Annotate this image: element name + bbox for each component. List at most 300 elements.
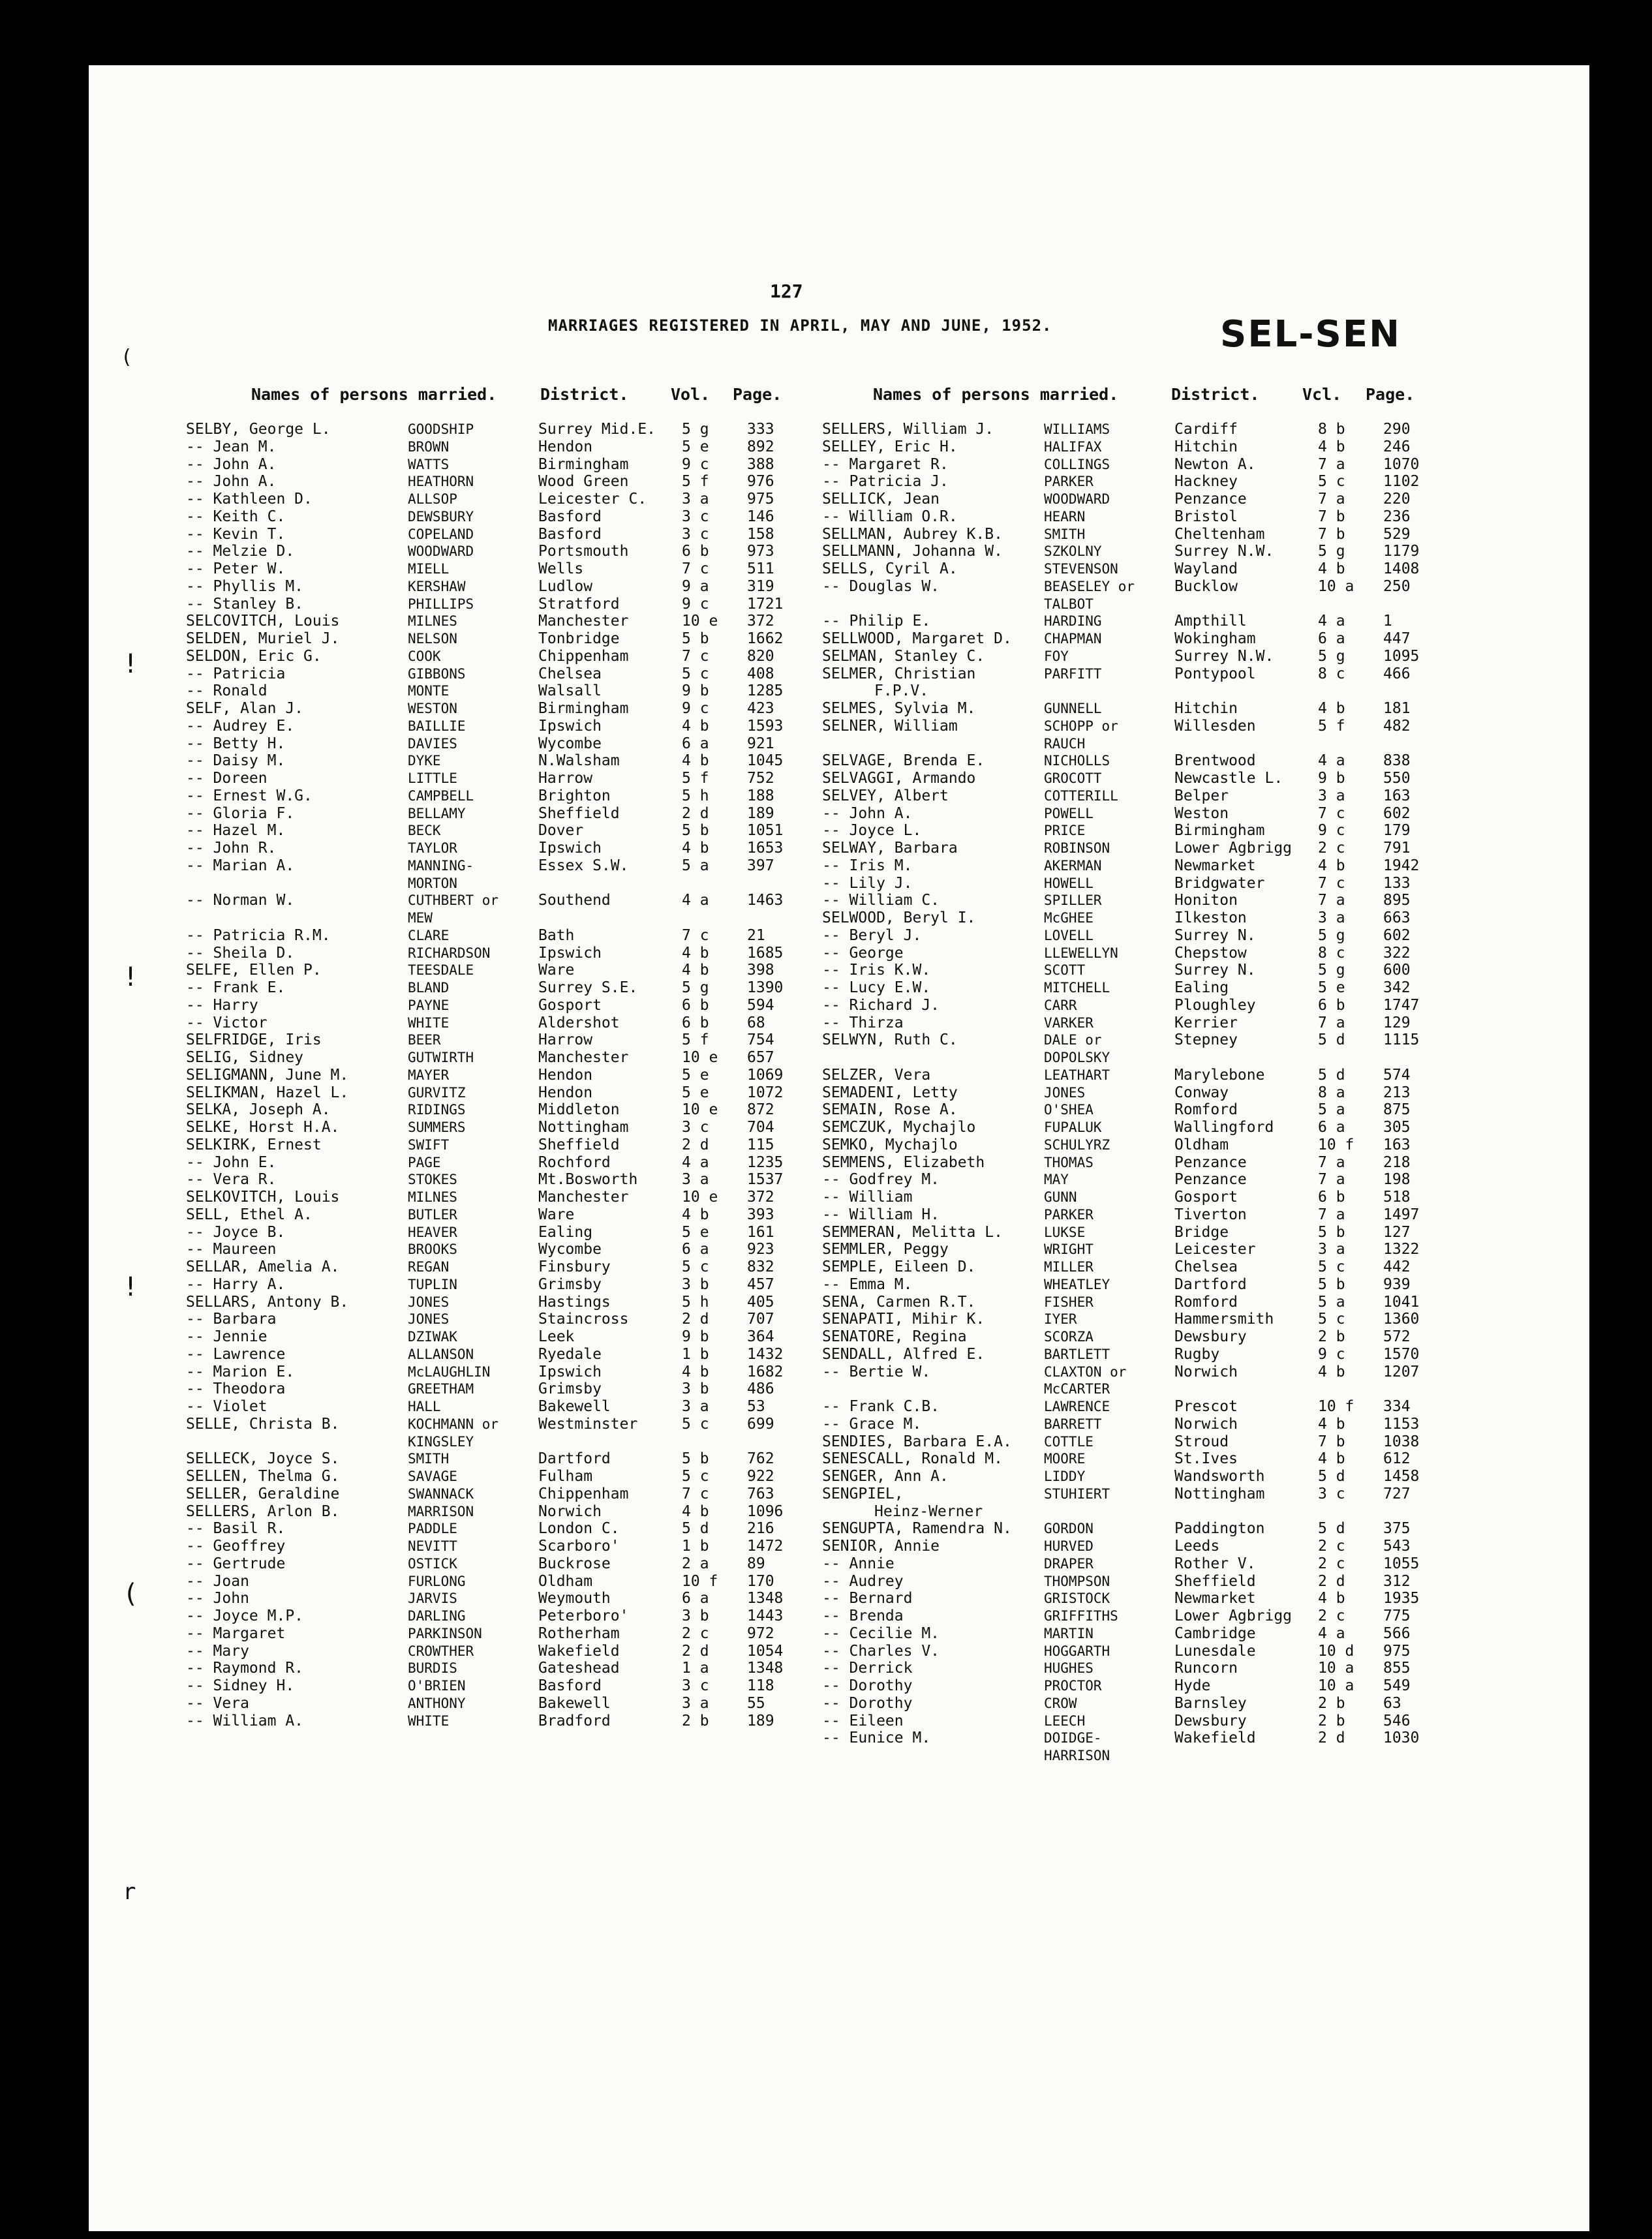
entry-district: Manchester [538, 1189, 629, 1206]
register-entry [822, 1084, 1540, 1102]
entry-spouse-surname: SUMMERS [408, 1120, 466, 1135]
register-entry [186, 526, 904, 543]
entry-name: SEMMLER, Peggy [822, 1241, 949, 1258]
entry-district: Wycombe [538, 1241, 602, 1258]
entry-spouse-surname: ALLANSON [408, 1346, 474, 1362]
entry-district: Mt.Bosworth [538, 1171, 638, 1189]
entry-page: 975 [747, 491, 774, 508]
entry-page: 1390 [747, 979, 784, 996]
entry-page: 707 [747, 1311, 774, 1328]
entry-volume: 5 c [682, 1468, 709, 1485]
entry-page: 972 [747, 1624, 774, 1642]
entry-page: 181 [1383, 700, 1411, 717]
entry-volume: 9 c [682, 455, 709, 473]
entry-spouse-surname: HALIFAX [1044, 438, 1102, 455]
entry-spouse-surname: FOY [1044, 648, 1069, 664]
entry-page: 855 [1383, 1660, 1411, 1677]
right-header-vol: Vcl. [1302, 385, 1342, 404]
entry-name: -- Gloria F. [186, 804, 295, 822]
entry-district: Chelsea [1174, 1258, 1238, 1275]
register-entry [822, 1503, 1540, 1521]
entry-name: SELLMANN, Johanna W. [822, 543, 1003, 560]
entry-name: -- Beryl J. [822, 926, 922, 944]
register-entry [186, 1416, 904, 1433]
page-number: 127 [770, 281, 803, 302]
entry-spouse-surname: DOPOLSKY [1044, 1050, 1110, 1065]
entry-district: Leicester C. [538, 491, 647, 508]
entry-name: -- Lily J. [822, 874, 913, 892]
entry-name: SELLERS, William J. [822, 421, 994, 438]
register-entry [186, 1171, 904, 1189]
entry-spouse-surname: MITCHELL [1044, 980, 1110, 996]
entry-district: Basford [538, 1677, 602, 1694]
entry-district: Bakewell [538, 1694, 611, 1712]
entry-name: -- Ernest W.G. [186, 787, 313, 804]
entry-district: Wayland [1174, 560, 1238, 577]
entry-district: Wokingham [1174, 630, 1256, 647]
entry-name: -- Lawrence [186, 1345, 286, 1363]
left-entries-column [186, 421, 904, 1729]
entry-volume: 5 h [682, 1293, 709, 1311]
entry-district: Penzance [1174, 1171, 1247, 1189]
entry-volume: 2 d [682, 804, 709, 822]
register-entry [186, 1346, 904, 1363]
entry-volume: 5 g [1318, 543, 1345, 560]
entry-page: 1095 [1383, 647, 1420, 665]
entry-name: SELLE, Christa B. [186, 1415, 340, 1433]
register-entry [186, 682, 904, 700]
entry-page: 602 [1383, 926, 1411, 944]
entry-district: Sheffield [1174, 1572, 1256, 1590]
entry-name: SELLS, Cyril A. [822, 560, 958, 577]
entry-name: SENGPIEL, [822, 1485, 904, 1502]
entry-spouse-surname: PHILLIPS [408, 596, 474, 612]
register-entry [822, 1380, 1540, 1398]
register-entry [822, 578, 1540, 596]
register-entry [186, 491, 904, 508]
entry-volume: 10 e [682, 1189, 718, 1206]
entry-volume: 5 d [1318, 1066, 1345, 1084]
entry-district: Sheffield [538, 1136, 620, 1153]
register-entry [186, 1311, 904, 1328]
entry-page: 250 [1383, 577, 1411, 595]
entry-spouse-surname: THOMAS [1044, 1154, 1094, 1170]
entry-name: SEMADENI, Letty [822, 1084, 958, 1101]
entry-page: 457 [747, 1275, 774, 1293]
entry-spouse-surname: GIBBONS [408, 665, 466, 682]
entry-spouse-surname: SMITH [408, 1451, 450, 1467]
register-entry [822, 526, 1540, 543]
entry-district: Ware [538, 962, 575, 979]
register-entry [186, 1276, 904, 1294]
register-entry [186, 1206, 904, 1224]
register-entry [822, 945, 1540, 962]
entry-district: Barnsley [1174, 1694, 1247, 1712]
entry-volume: 3 a [682, 491, 709, 508]
entry-district: Buckrose [538, 1555, 611, 1572]
register-entry [822, 456, 1540, 474]
right-header-page: Page. [1366, 385, 1415, 404]
entry-page: 600 [1383, 962, 1411, 979]
entry-volume: 9 b [682, 682, 709, 700]
margin-mark: ( [123, 1579, 139, 1609]
register-entry [186, 508, 904, 526]
entry-spouse-surname: LITTLE [408, 770, 457, 786]
entry-page: 1348 [747, 1660, 784, 1677]
entry-page: 53 [747, 1398, 765, 1415]
entry-name: SELBY, George L. [186, 421, 331, 438]
entry-spouse-surname: GREETHAM [408, 1381, 474, 1397]
entry-name: -- Joan [186, 1572, 249, 1590]
entry-volume: 6 b [682, 996, 709, 1014]
entry-volume: 2 b [1318, 1712, 1345, 1729]
entry-volume: 7 a [1318, 892, 1345, 909]
entry-page: 939 [1383, 1275, 1411, 1293]
entry-name: -- Jean M. [186, 438, 277, 455]
entry-name: -- Daisy M. [186, 752, 286, 770]
entry-name: -- Cecilie M. [822, 1624, 940, 1642]
entry-volume: 5 g [682, 421, 709, 438]
register-entry [822, 787, 1540, 805]
entry-district: Ipswich [538, 840, 602, 857]
entry-name: SELWAY, Barbara [822, 840, 958, 857]
entry-district: Marylebone [1174, 1066, 1265, 1084]
entry-volume: 7 a [1318, 1153, 1345, 1171]
entry-volume: 2 c [1318, 1538, 1345, 1555]
entry-page: 566 [1383, 1624, 1411, 1642]
entry-name: -- Philip E. [822, 613, 931, 630]
register-entry [186, 875, 904, 892]
entry-volume: 8 c [1318, 944, 1345, 962]
entry-volume: 8 c [1318, 665, 1345, 682]
entry-volume: 3 b [682, 1380, 709, 1398]
entry-district: Ealing [538, 1223, 593, 1241]
entry-district: Chippenham [538, 1485, 629, 1502]
entry-volume: 4 b [682, 944, 709, 962]
entry-page: 405 [747, 1293, 774, 1311]
entry-name: -- Audrey E. [186, 717, 295, 735]
entry-spouse-surname: DALE or [1044, 1032, 1102, 1048]
entry-page: 895 [1383, 892, 1411, 909]
register-entry [822, 770, 1540, 787]
entry-spouse-surname: SMITH [1044, 526, 1086, 542]
entry-page: 1942 [1383, 857, 1420, 874]
register-entry [822, 543, 1540, 560]
entry-spouse-surname: HEAVER [408, 1224, 457, 1240]
entry-volume: 3 a [682, 1171, 709, 1189]
entry-spouse-surname: ANTHONY [408, 1695, 466, 1711]
entry-page: 55 [747, 1694, 765, 1712]
entry-page: 892 [747, 438, 774, 455]
entry-spouse-surname: MORTON [408, 875, 457, 891]
entry-volume: 8 b [1318, 421, 1345, 438]
entry-spouse-surname: DEWSBURY [408, 508, 474, 525]
entry-spouse-surname: SWANNACK [408, 1485, 474, 1502]
entry-spouse-surname: DYKE [408, 753, 441, 769]
entry-volume: 6 a [682, 735, 709, 752]
register-entry [186, 1189, 904, 1206]
entry-name: SELVEY, Albert [822, 787, 949, 804]
entry-name: SEMAIN, Rose A. [822, 1101, 958, 1119]
left-header-page: Page. [733, 385, 782, 404]
entry-spouse-surname: HUGHES [1044, 1660, 1094, 1677]
register-entry [822, 752, 1540, 770]
register-entry [822, 1014, 1540, 1032]
entry-volume: 2 d [682, 1642, 709, 1660]
entry-name: SENA, Carmen R.T. [822, 1293, 976, 1311]
register-entry [822, 1520, 1540, 1538]
entry-page: 1153 [1383, 1415, 1420, 1433]
entry-name: -- Margaret R. [822, 455, 949, 473]
entry-spouse-surname: TAYLOR [408, 840, 457, 856]
entry-page: 546 [1383, 1712, 1411, 1729]
register-entry [186, 1538, 904, 1555]
entry-spouse-surname: SCHOPP or [1044, 718, 1118, 734]
entry-name: -- Brenda [822, 1607, 904, 1624]
entry-spouse-surname: LUKSE [1044, 1224, 1086, 1240]
entry-page: 1685 [747, 944, 784, 962]
entry-volume: 7 c [682, 560, 709, 577]
entry-district: Birmingham [538, 700, 629, 717]
entry-volume: 5 d [1318, 1031, 1345, 1049]
entry-spouse-surname: STEVENSON [1044, 561, 1118, 577]
entry-district: Hendon [538, 438, 593, 455]
register-entry [186, 1014, 904, 1032]
entry-volume: 3 c [1318, 1485, 1345, 1502]
register-entry [186, 770, 904, 787]
entry-district: Walsall [538, 682, 602, 700]
register-entry [822, 613, 1540, 630]
entry-volume: 4 b [1318, 700, 1345, 717]
entry-volume: 5 c [682, 1258, 709, 1275]
entry-district: Cheltenham [1174, 525, 1265, 543]
entry-page: 158 [747, 525, 774, 543]
entry-page: 975 [1383, 1642, 1411, 1660]
register-entry [822, 1311, 1540, 1328]
entry-name: -- Eileen [822, 1712, 904, 1729]
entry-name: -- Dorothy [822, 1677, 913, 1694]
entry-volume: 5 e [682, 1066, 709, 1084]
entry-spouse-surname: TUPLIN [408, 1276, 457, 1292]
entry-page: 1935 [1383, 1590, 1420, 1607]
entry-volume: 5 c [1318, 1258, 1345, 1275]
entry-page: 1472 [747, 1538, 784, 1555]
entry-page: 791 [1383, 840, 1411, 857]
entry-district: Willesden [1174, 717, 1256, 735]
register-entry [186, 1119, 904, 1136]
entry-page: 21 [747, 926, 765, 944]
entry-name: -- Sheila D. [186, 944, 295, 962]
entry-page: 1285 [747, 682, 784, 700]
entry-volume: 4 b [1318, 1363, 1345, 1380]
entry-volume: 5 e [682, 1223, 709, 1241]
entry-page: 1 [1383, 613, 1392, 630]
entry-spouse-surname: WILLIAMS [1044, 421, 1110, 437]
entry-district: Scarboro' [538, 1538, 620, 1555]
entry-district: Leek [538, 1328, 575, 1345]
entry-volume: 2 a [682, 1555, 709, 1572]
entry-name: -- William C. [822, 892, 940, 909]
entry-name: -- John A. [822, 804, 913, 822]
entry-name: -- Violet [186, 1398, 268, 1415]
entry-spouse-surname: BUTLER [408, 1206, 457, 1223]
entry-name: -- John [186, 1590, 249, 1607]
entry-volume: 2 c [1318, 1607, 1345, 1624]
entry-spouse-surname: HOGGARTH [1044, 1643, 1110, 1659]
entry-spouse-surname: GRISTOCK [1044, 1591, 1110, 1607]
entry-name: -- William O.R. [822, 508, 958, 525]
register-entry [822, 1328, 1540, 1346]
entry-district: Brighton [538, 787, 611, 804]
left-header-district: District. [540, 385, 629, 404]
entry-volume: 7 b [1318, 1433, 1345, 1450]
entry-page: 1747 [1383, 996, 1420, 1014]
entry-volume: 4 b [682, 752, 709, 770]
entry-district: Wycombe [538, 735, 602, 752]
entry-district: Hammersmith [1174, 1311, 1274, 1328]
entry-volume: 1 b [682, 1345, 709, 1363]
entry-page: 319 [747, 577, 774, 595]
entry-page: 1570 [1383, 1345, 1420, 1363]
entry-district: Dewsbury [1174, 1712, 1247, 1729]
entry-volume: 6 b [1318, 996, 1345, 1014]
entry-name: SELZER, Vera [822, 1066, 931, 1084]
entry-spouse-surname: BECK [408, 823, 441, 839]
entry-spouse-surname: COTTERILL [1044, 787, 1118, 804]
entry-district: Chepstow [1174, 944, 1247, 962]
register-entry [186, 1031, 904, 1049]
entry-name: -- Patricia [186, 665, 286, 682]
register-entry [186, 857, 904, 875]
register-entry [186, 613, 904, 630]
entry-name: -- Frank E. [186, 979, 286, 996]
entry-page: 127 [1383, 1223, 1411, 1241]
entry-page: 1443 [747, 1607, 784, 1624]
entry-page: 118 [747, 1677, 774, 1694]
entry-spouse-surname: CUTHBERT or [408, 892, 499, 909]
register-entry [186, 909, 904, 927]
register-entry [186, 1468, 904, 1485]
register-entry [186, 630, 904, 648]
entry-district: Hyde [1174, 1677, 1211, 1694]
entry-name: SELFE, Ellen P. [186, 962, 322, 979]
register-entry [822, 962, 1540, 979]
entry-volume: 4 b [682, 962, 709, 979]
entry-volume: 5 c [1318, 1311, 1345, 1328]
entry-district: Norwich [1174, 1363, 1238, 1380]
entry-page: 393 [747, 1206, 774, 1223]
entry-spouse-surname: GUNN [1044, 1189, 1077, 1205]
entry-volume: 7 a [1318, 455, 1345, 473]
entry-page: 305 [1383, 1119, 1411, 1136]
entry-spouse-surname: O'BRIEN [408, 1678, 466, 1694]
register-entry [822, 473, 1540, 491]
entry-volume: 7 c [1318, 874, 1345, 892]
entry-spouse-surname: CHAPMAN [1044, 631, 1102, 647]
entry-district: Runcorn [1174, 1660, 1238, 1677]
entry-page: 663 [1383, 909, 1411, 926]
register-entry [822, 665, 1540, 683]
entry-volume: 5 c [1318, 473, 1345, 491]
register-entry [822, 1747, 1540, 1765]
entry-district: Grimsby [538, 1275, 602, 1293]
entry-volume: 2 d [1318, 1729, 1345, 1747]
entry-name: SELMER, Christian [822, 665, 976, 682]
entry-page: 163 [1383, 1136, 1411, 1153]
entry-district: Penzance [1174, 1153, 1247, 1171]
register-entry [186, 1607, 904, 1625]
register-entry [186, 1224, 904, 1241]
entry-volume: 2 d [682, 1311, 709, 1328]
entry-volume: 1 b [682, 1538, 709, 1555]
entry-page: 322 [1383, 944, 1411, 962]
register-title: MARRIAGES REGISTERED IN APRIL, MAY AND JUNE, 1952. [548, 316, 1052, 335]
entry-district: Wakefield [538, 1642, 620, 1660]
entry-spouse-surname: REGAN [408, 1259, 450, 1275]
register-entry [822, 1241, 1540, 1258]
entry-district: Newcastle L. [1174, 770, 1283, 787]
entry-page: 372 [747, 1189, 774, 1206]
entry-volume: 4 a [682, 1153, 709, 1171]
entry-district: Oldham [538, 1572, 593, 1590]
entry-name: -- William H. [822, 1206, 940, 1223]
entry-page: 198 [1383, 1171, 1411, 1189]
register-entry [186, 456, 904, 474]
entry-page: 518 [1383, 1189, 1411, 1206]
register-entry [822, 875, 1540, 892]
entry-volume: 9 c [682, 700, 709, 717]
register-entry [186, 1503, 904, 1521]
entry-volume: 3 b [682, 1275, 709, 1293]
entry-page: 1179 [1383, 543, 1420, 560]
entry-name: -- Kevin T. [186, 525, 286, 543]
entry-volume: 3 c [682, 525, 709, 543]
entry-spouse-surname: PROCTOR [1044, 1678, 1102, 1694]
entry-page: 1072 [747, 1084, 784, 1101]
entry-district: Surrey N. [1174, 926, 1256, 944]
entry-district: Ludlow [538, 577, 593, 595]
entry-page: 163 [1383, 787, 1411, 804]
entry-district: Kerrier [1174, 1014, 1238, 1031]
register-entry [186, 822, 904, 840]
entry-page: 549 [1383, 1677, 1411, 1694]
entry-district: Newton A. [1174, 455, 1256, 473]
margin-mark: ! [123, 649, 139, 679]
margin-mark: ! [123, 962, 139, 992]
entry-spouse-surname: BURDIS [408, 1660, 457, 1677]
entry-spouse-surname: FISHER [1044, 1294, 1094, 1310]
entry-district: Rugby [1174, 1345, 1220, 1363]
entry-page: 572 [1383, 1328, 1411, 1345]
entry-volume: 7 c [1318, 804, 1345, 822]
entry-volume: 10 f [682, 1572, 718, 1590]
entry-spouse-surname: CAMPBELL [408, 787, 474, 804]
entry-volume: 5 b [682, 822, 709, 840]
entry-name: -- Joyce L. [822, 822, 922, 840]
entry-spouse-surname: FUPALUK [1044, 1120, 1102, 1135]
entry-district: Leicester [1174, 1241, 1256, 1258]
entry-page: 820 [747, 647, 774, 665]
entry-spouse-surname: COLLINGS [1044, 456, 1110, 472]
register-entry [822, 1607, 1540, 1625]
register-entry [186, 1328, 904, 1346]
register-entry [186, 543, 904, 560]
entry-spouse-surname: GUNNELL [1044, 701, 1102, 716]
register-entry [186, 1433, 904, 1451]
entry-page: 754 [747, 1031, 774, 1049]
register-entry [186, 1520, 904, 1538]
entry-page: 334 [1383, 1398, 1411, 1415]
